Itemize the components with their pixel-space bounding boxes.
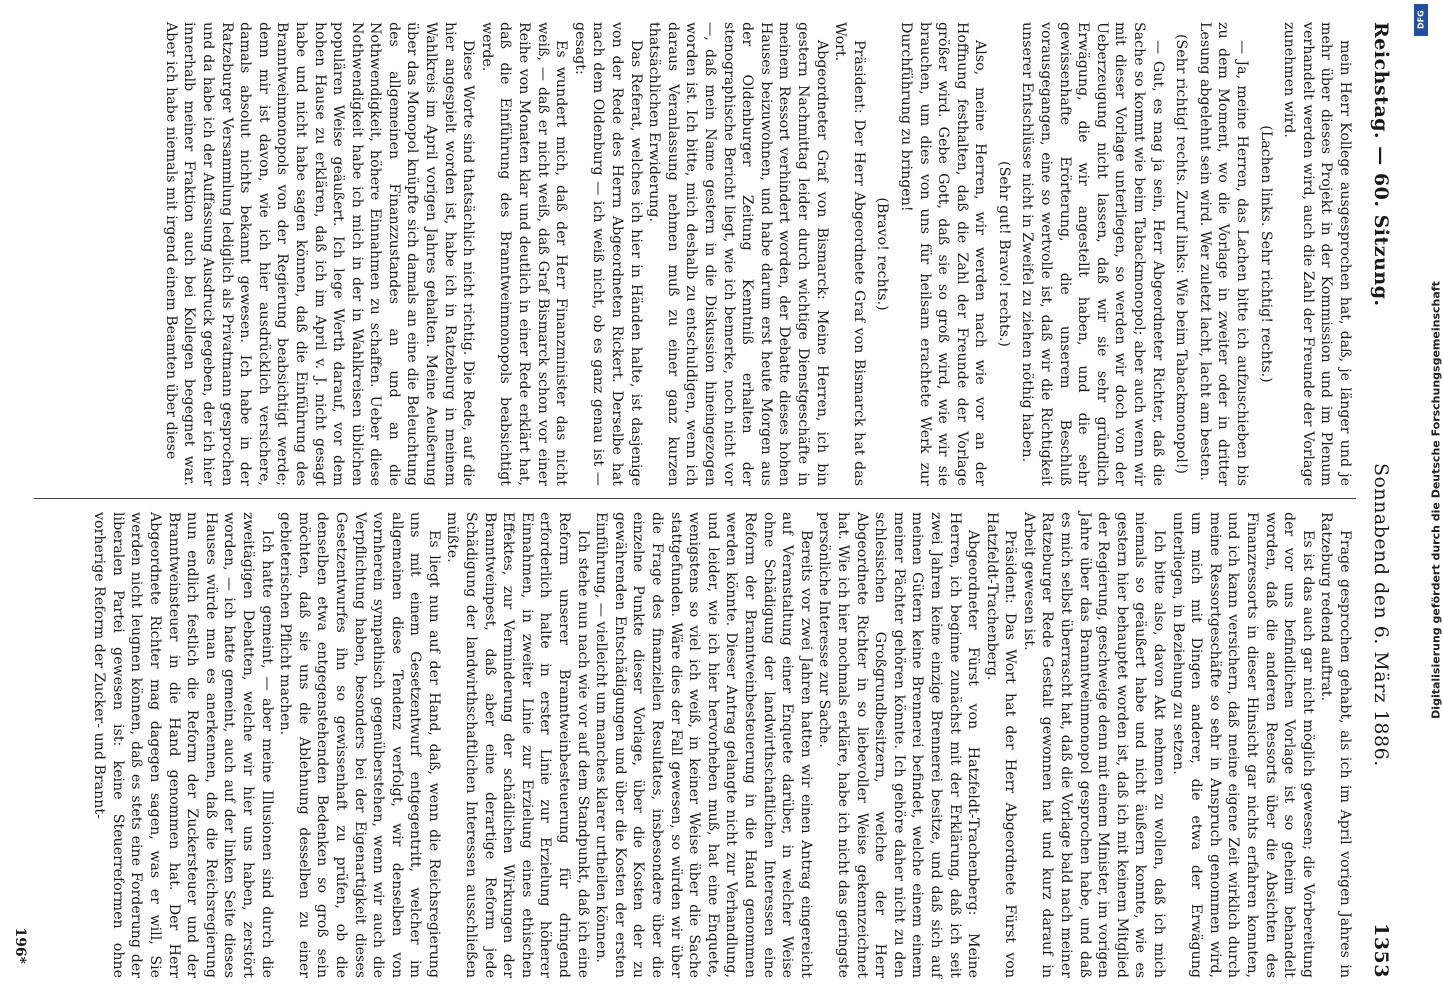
dfg-watermark-text: Digitalisierung gefördert durch die Deutsche Forschungsgemeinschaft [1430, 281, 1443, 719]
paragraph: Ich bitte also, davon Akt nehmen zu wollen, daß ich mich niemals so geäußert habe und nicht äußern konnte, wie es gestern hier behauptet worden ist, daß ich mit keinem Mitglied der Regierung, geschweige denn mit einem Minister, im vorigen Jahre über das Branntweinmonopol gesprochen habe, und daß es mich selbst überrascht hat, daß die Vorlage bald nach meiner Ratzeburger Rede Gestalt gewonnen hat und kurz darauf in Arbeit gewesen ist. [1020, 512, 1168, 978]
paragraph: Präsident: Das Wort hat der Herr Abgeordnete Fürst von Hatzfeldt-Trachenberg. [983, 512, 1019, 978]
paragraph: Ich stehe nun nach wie vor auf dem Standpunkt, daß ich eine Reform unserer Branntweinbesteuerung für dringend erforderlich halte in erster Linie zur Erzielung höherer Einnahmen, in zweiter Linie zur Erzielung eines ethischen Effektes, zur Verminderung der schädlichen Wirkungen der Branntweinpest, daß aber eine derartige Reform jede Schädigung der landwirthschaftlichen Interessen ausschließen müßte. [444, 512, 591, 978]
paragraph: Diese Worte sind thatsächlich nicht richtig. Die Rede, auf die hier angespielt worden ist, habe ich in Ratzeburg in meinem Wahlkreis im April vorigen Jahres gehalten. Meine Aeußerung über das Monopol knüpfte sich damals an eine die Beleuchtung des allgemeinen Finanzzustandes an und an die Nothwendigkeit, höhere Einnahmen zu schaffen. Ueber diese Nothwendigkeit habe ich mich in der in Wahlkreisen üblichen populären Weise geäußert. Ich lege Werth darauf, vor dem hohen Hause zu erklären, daß ich im April v. J. nicht gesagt habe und nicht habe sagen können, daß die Einführung des Branntweinmonopols von der Regierung beabsichtigt werde; denn mir ist davon, wie ich hier ausdrücklich versichere, damals absolut nichts bekannt gewesen. Ich habe in der Ratzeburger Versammlung lediglich als Privatmann gesprochen und da habe ich der Auffassung Ausdruck gegeben, der ich hier innerhalb meiner Fraktion auch bei Kollegen begegnet war. Aber ich habe niemals mit irgend einem Beamten über diese [162, 22, 477, 486]
paragraph: Also, meine Herren, wir werden nach wie vor an der Hoffnung festhalten, daß die Zahl der Freunde der Vorlage größer wird. Gebe Gott, daß sie so groß wird, wie wir sie brauchen, um dies von uns für heilsam erachtete Werk zur Durchführung zu bringen! [897, 22, 989, 486]
paragraph: Es ist das auch gar nicht möglich gewesen; die Vorbereitung der vor uns befindlichen Vorlage ist so geheim behandelt worden, daß die anderen Ressorts über die Absichten des Finanzressorts in dieser Hinsicht gar nichts erfahren konnten, und ich kann versichern, daß meine eigene Zeit wirklich durch meine Ressortgeschäfte so sehr in Anspruch genommen wird, um mich mit Dingen anderer, die etwa der Erwägung unterliegen, in Beziehung zu setzen. [1169, 512, 1316, 978]
paragraph: Abgeordneter Fürst von Hatzfeldt-Trachenberg: Meine Herren, ich beginne zunächst mit der Erklärung, daß ich seit zwei Jahren keine einzige Brennerei besitze, und daß sich auf meinen Gütern keine Brennerei befindet, welche einem einem meiner Pächter gehören könnte. Ich gehöre daher nicht zu den schlesischen Großgrundbesitzern, welche der Herr Abgeordnete Richter in so liebevoller Weise gekennzeichnet hat. Wie ich hier nochmals erkläre, habe ich nicht das geringste persönliche Interesse zur Sache. [816, 512, 982, 978]
paragraph: Abgeordneter Graf von Bismarck: Meine Herren, ich bin gestern Nachmittag leider durch wichtige Dienstgeschäfte in meinem Ressort verhindert worden, der Debatte dieses hohen Hauses beizuwohnen, und habe darum erst heute Morgen aus der Oldenburger Zeitung Kenntniß erhalten der stenographische Bericht liegt, wie ich bemerke, noch nicht vor —, daß mein Name gestern in die Diskussion hineingezogen worden ist. Ich bitte, mich deshalb zu entschuldigen, wenn ich daraus Veranlassung nehmen muß zu einer ganz kurzen thatsächlichen Erwiderung. [646, 22, 830, 486]
dfg-logo: DFG [1414, 4, 1428, 36]
stage-note: (Sehr gut! Bravo! rechts.) [995, 161, 1012, 347]
header-session-title: Reichstag. — 60. Sitzung. [1370, 22, 1392, 307]
dfg-watermark [1410, 0, 1443, 1000]
stage-note: (Sehr richtig! rechts. Zuruf links: Wie beim Tabackmonopol!) [1173, 33, 1190, 475]
paragraph: Das Referat, welches ich hier in Händen halte, ist dasjenige von der Rede des Herrn Abgeordneten Rickert. Derselbe hat nach dem Oldenburg — ich weiß nicht, ob es ganz genau ist — gesagt: [571, 22, 644, 486]
paragraph: Ich hatte gemeint, — aber meine Illusionen sind durch die zweitägigen Debatten, welche wir hier uns haben, zerstört worden, — ich hatte gemeint, auch auf der linken Seite dieses Hauses würde man es anerkennen, daß die Reichsregierung nun endlich festlich die Reform der Zuckersteuer und der Branntweinsteuer in die Hand genommen hat. Der Herr Abgeordnete Richter mag dagegen sagen, was er will, Sie werden nicht leugnen können, daß es stets eine Forderung der liberalen Partei gewesen ist: keine Steuerreformen ohne vorherige Reform der Zucker- und Brannt- [91, 512, 275, 978]
paragraph: Es liegt nun auf der Hand, daß, wenn die Reichsregierung uns mit einem Gesetzentwurf entgegentritt, welcher im allgemeinen diese Tendenz verfolgt, wir denselben von vornherein sympathisch gegenüberstehen, wenn wir auch die Verpflichtung haben, besonders bei der Eigenartigkeit dieses Gesetzentwurfes ihn so gewissenhaft zu prüfen, ob die denselben etwa entgegenstehenden Bedenken so groß sein möchten, daß sie uns die Ablehnung desselben zu einer gebieterischen Pflicht machen. [277, 512, 442, 978]
page-header [1364, 22, 1398, 978]
page-number: 1353 [1370, 923, 1392, 978]
paragraph: — Ja, meine Herren, das Lachen bitte ich aufzuschieben bis zu dem Moment, wo die Vorlage in zweiter oder in dritter Lesung abgelehnt sein wird. Wer zuletzt lacht, lacht am besten. [1196, 22, 1251, 486]
paragraph: Frage gesprochen gehabt, als ich im April vorigen Jahres in Ratzeburg redend auftrat. [1318, 512, 1353, 978]
paragraph: mein Herr Kollege ausgesprochen hat, daß, je länger und je mehr über dieses Projekt in der Kommission und im Plenum verhandelt werden wird, auch die Zahl der Freunde der Vorlage zunehmen wird. [1281, 22, 1353, 486]
stage-note: (Lachen links. Sehr richtig! rechts.) [1257, 125, 1274, 383]
text-column-right [40, 512, 1354, 978]
stage-note: (Bravo! rechts.) [874, 197, 891, 311]
paragraph: Bereits vor zwei Jahren hatten wir einen Antrag eingereicht auf Veranstaltung einer Enquete darüber, in welcher Weise ohne Schädigung der landwirthschaftlichen Interessen eine Reform der Branntweinbesteuerung in die Hand genommen werden könnte. Dieser Antrag gelangte nicht zur Verhandlung, und leider, wie ich hier hervorheben muß, hat eine Enquete, wenigstens so viel ich weiß, in keiner Weise über die Sache stattgefunden. Wäre dies der Fall gewesen, so würden wir über die Frage des finanziellen Resultates, insbesondere über die einzelne Punkte dieser Vorlage, über die Kosten der zu gewährenden Entschädigungen und über die Kosten der ersten Einführung, — vielleicht um manches klarer urtheilen können. [593, 512, 814, 978]
column-divider [34, 498, 1356, 499]
paragraph: Präsident: Der Herr Abgeordnete Graf von Bismarck hat das Wort. [832, 22, 867, 486]
paragraph: Es wundert mich, daß der Herr Finanzminister das nicht weiß, — daß er nicht weiß, daß Graf Bismarck schon vor einer Reihe von Monaten klar und deutlich in einer Rede erklärt hat, daß die Einführung des Branntweinmonopols beabsichtigt werde. [478, 22, 570, 486]
paragraph: — Gut, es mag ja sein, Herr Abgeordneter Richter, daß die Sache so kommt wie beim Tabackmonopol; aber auch wenn wir mit dieser Vorlage unterliegen, so werden wir doch von der Ueberzeugung nicht lassen, daß wir sie sehr gründlich Erwägung, die wir angestellt haben, und die sehr gewissenhafte Erörterung, die unserem Beschluß vorausgegangen, eine so wertvolle ist, daß wir die Richtigkeit unserer Entschlüsse nicht in Zweifel zu ziehen nöthig haben. [1019, 22, 1166, 486]
header-date: Sonnabend den 6. März 1886. [1370, 462, 1392, 767]
signature-mark: 196* [12, 927, 28, 964]
text-column-left [40, 22, 1354, 486]
